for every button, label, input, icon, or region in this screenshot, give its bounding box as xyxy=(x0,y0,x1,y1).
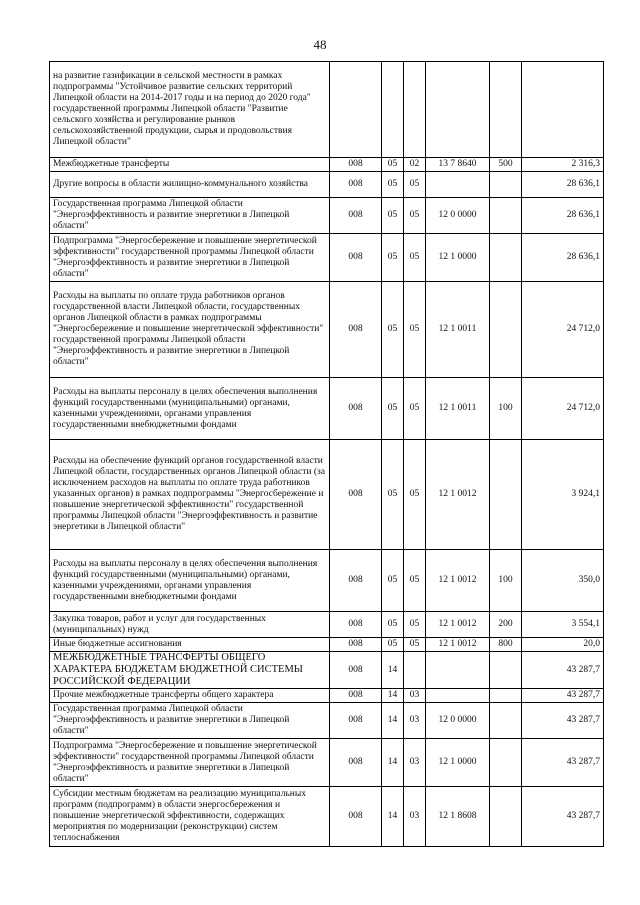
row-target-article: 12 1 0000 xyxy=(426,739,490,787)
row-amount: 28 636,1 xyxy=(522,198,604,234)
row-target-article: 12 1 0012 xyxy=(426,638,490,652)
row-name: Подпрограмма "Энергосбережение и повышение энергетической эффективности" государственной программы Липецкой области "Энергоэффективность и развитие энергетики в Липецкой области" xyxy=(50,739,330,787)
row-expense-type xyxy=(490,652,522,689)
table-row xyxy=(50,739,604,787)
row-target-article xyxy=(426,172,490,198)
row-subsection: 05 xyxy=(404,234,426,282)
row-target-article: 12 1 0012 xyxy=(426,550,490,612)
row-expense-type xyxy=(490,739,522,787)
row-target-article: 12 1 0011 xyxy=(426,282,490,378)
row-target-article xyxy=(426,62,490,158)
row-section: 05 xyxy=(382,198,404,234)
row-subsection: 03 xyxy=(404,703,426,739)
row-ved-code: 008 xyxy=(330,612,382,638)
row-section: 05 xyxy=(382,172,404,198)
table-row xyxy=(50,612,604,638)
page-number: 48 xyxy=(313,37,327,52)
row-ved-code: 008 xyxy=(330,198,382,234)
row-name: Иные бюджетные ассигнования xyxy=(50,638,330,652)
row-subsection: 05 xyxy=(404,638,426,652)
row-name: Другие вопросы в области жилищно-коммунального хозяйства xyxy=(50,172,330,198)
row-amount: 24 712,0 xyxy=(522,282,604,378)
row-expense-type: 100 xyxy=(490,550,522,612)
row-name: на развитие газификации в сельской местности в рамках подпрограммы "Устойчивое развитие сельских территорий Липецкой области на 2014-2017 годы и на период до 2020 года" государственной программы Липецкой области "Развитие сельского хозяйства и регулирование рынков сельскохозяйственной продукции, сырья и продовольствия Липецкой области" xyxy=(50,62,330,158)
row-ved-code: 008 xyxy=(330,787,382,847)
row-ved-code xyxy=(330,62,382,158)
row-section: 14 xyxy=(382,703,404,739)
table-row xyxy=(50,787,604,847)
row-expense-type xyxy=(490,62,522,158)
row-subsection: 03 xyxy=(404,787,426,847)
table-row xyxy=(50,172,604,198)
row-amount: 43 287,7 xyxy=(522,689,604,703)
row-section xyxy=(382,62,404,158)
row-subsection: 05 xyxy=(404,172,426,198)
row-amount xyxy=(522,62,604,158)
row-amount: 28 636,1 xyxy=(522,172,604,198)
table-row xyxy=(50,689,604,703)
row-target-article: 12 1 8608 xyxy=(426,787,490,847)
row-section: 05 xyxy=(382,282,404,378)
row-ved-code: 008 xyxy=(330,378,382,440)
row-expense-type xyxy=(490,234,522,282)
row-name: Расходы на выплаты персоналу в целях обеспечения выполнения функций государственными (муниципальными) органами, казенными учреждениями, органами управления государственными внебюджетными фондами xyxy=(50,550,330,612)
row-target-article: 12 1 0000 xyxy=(426,234,490,282)
row-ved-code: 008 xyxy=(330,739,382,787)
row-amount: 43 287,7 xyxy=(522,739,604,787)
row-name: Субсидии местным бюджетам на реализацию муниципальных программ (подпрограмм) в области энергосбережения и повышение энергетической эффективности, содержащих мероприятия по модернизации (реконструкции) систем теплоснабжения xyxy=(50,787,330,847)
row-name: МЕЖБЮДЖЕТНЫЕ ТРАНСФЕРТЫ ОБЩЕГО ХАРАКТЕРА БЮДЖЕТАМ БЮДЖЕТНОЙ СИСТЕМЫ РОССИЙСКОЙ ФЕДЕРАЦИИ xyxy=(50,652,330,689)
row-target-article xyxy=(426,689,490,703)
row-amount: 28 636,1 xyxy=(522,234,604,282)
row-expense-type: 200 xyxy=(490,612,522,638)
row-subsection: 03 xyxy=(404,739,426,787)
row-name: Государственная программа Липецкой области "Энергоэффективность и развитие энергетики в Липецкой области" xyxy=(50,703,330,739)
row-subsection: 05 xyxy=(404,282,426,378)
row-amount: 24 712,0 xyxy=(522,378,604,440)
row-subsection xyxy=(404,62,426,158)
row-expense-type: 500 xyxy=(490,158,522,172)
row-name: Межбюджетные трансферты xyxy=(50,158,330,172)
row-expense-type: 800 xyxy=(490,638,522,652)
row-section: 05 xyxy=(382,612,404,638)
budget-table-body xyxy=(50,62,604,847)
table-row xyxy=(50,440,604,550)
row-expense-type xyxy=(490,172,522,198)
table-row xyxy=(50,378,604,440)
table-row xyxy=(50,550,604,612)
row-name: Прочие межбюджетные трансферты общего характера xyxy=(50,689,330,703)
row-subsection xyxy=(404,652,426,689)
row-amount: 3 924,1 xyxy=(522,440,604,550)
row-section: 14 xyxy=(382,652,404,689)
row-expense-type xyxy=(490,689,522,703)
budget-table xyxy=(49,61,604,847)
row-section: 05 xyxy=(382,638,404,652)
row-subsection: 02 xyxy=(404,158,426,172)
row-ved-code: 008 xyxy=(330,652,382,689)
row-ved-code: 008 xyxy=(330,689,382,703)
row-target-article: 12 1 0012 xyxy=(426,440,490,550)
row-target-article: 12 1 0012 xyxy=(426,612,490,638)
row-amount: 20,0 xyxy=(522,638,604,652)
row-section: 14 xyxy=(382,739,404,787)
row-target-article: 12 0 0000 xyxy=(426,198,490,234)
row-amount: 2 316,3 xyxy=(522,158,604,172)
row-amount: 350,0 xyxy=(522,550,604,612)
row-name: Государственная программа Липецкой области "Энергоэффективность и развитие энергетики в Липецкой области" xyxy=(50,198,330,234)
table-row xyxy=(50,198,604,234)
row-amount: 43 287,7 xyxy=(522,703,604,739)
row-subsection: 05 xyxy=(404,440,426,550)
row-section: 05 xyxy=(382,234,404,282)
row-ved-code: 008 xyxy=(330,550,382,612)
row-expense-type xyxy=(490,440,522,550)
row-ved-code: 008 xyxy=(330,158,382,172)
row-expense-type xyxy=(490,282,522,378)
row-ved-code: 008 xyxy=(330,234,382,282)
table-row xyxy=(50,703,604,739)
row-target-article: 12 1 0011 xyxy=(426,378,490,440)
table-row xyxy=(50,158,604,172)
row-expense-type xyxy=(490,703,522,739)
table-row xyxy=(50,62,604,158)
row-name: Закупка товаров, работ и услуг для государственных (муниципальных) нужд xyxy=(50,612,330,638)
row-amount: 3 554,1 xyxy=(522,612,604,638)
row-section: 05 xyxy=(382,550,404,612)
table-row xyxy=(50,234,604,282)
row-subsection: 03 xyxy=(404,689,426,703)
row-expense-type xyxy=(490,198,522,234)
row-amount: 43 287,7 xyxy=(522,652,604,689)
row-subsection: 05 xyxy=(404,550,426,612)
row-expense-type: 100 xyxy=(490,378,522,440)
row-subsection: 05 xyxy=(404,198,426,234)
row-ved-code: 008 xyxy=(330,282,382,378)
row-ved-code: 008 xyxy=(330,703,382,739)
table-row xyxy=(50,638,604,652)
row-name: Расходы на обеспечение функций органов государственной власти Липецкой области, государственных органов Липецкой области (за исключением расходов на выплаты по оплате труда работников указанных органов) в рамках подпрограммы "Энергосбережение и повышение энергетической эффективности" государственной программы Липецкой области "Энергоэффективность и развитие энергетики в Липецкой области" xyxy=(50,440,330,550)
row-section: 05 xyxy=(382,378,404,440)
row-expense-type xyxy=(490,787,522,847)
row-amount: 43 287,7 xyxy=(522,787,604,847)
row-target-article: 13 7 8640 xyxy=(426,158,490,172)
row-section: 05 xyxy=(382,440,404,550)
row-ved-code: 008 xyxy=(330,440,382,550)
row-section: 14 xyxy=(382,787,404,847)
row-target-article: 12 0 0000 xyxy=(426,703,490,739)
row-subsection: 05 xyxy=(404,378,426,440)
table-row xyxy=(50,652,604,689)
table-row xyxy=(50,282,604,378)
row-name: Расходы на выплаты персоналу в целях обеспечения выполнения функций государственными (муниципальными) органами, казенными учреждениями, органами управления государственными внебюджетными фондами xyxy=(50,378,330,440)
row-section: 14 xyxy=(382,689,404,703)
row-name: Расходы на выплаты по оплате труда работников органов государственной власти Липецкой области, государственных органов Липецкой области в рамках подпрограммы "Энергосбережение и повышение энергетической эффективности" государственной программы Липецкой области "Энергоэффективность и развитие энергетики в Липецкой области" xyxy=(50,282,330,378)
row-name: Подпрограмма "Энергосбережение и повышение энергетической эффективности" государственной программы Липецкой области "Энергоэффективность и развитие энергетики в Липецкой области" xyxy=(50,234,330,282)
row-ved-code: 008 xyxy=(330,172,382,198)
row-ved-code: 008 xyxy=(330,638,382,652)
row-subsection: 05 xyxy=(404,612,426,638)
row-section: 05 xyxy=(382,158,404,172)
row-target-article xyxy=(426,652,490,689)
